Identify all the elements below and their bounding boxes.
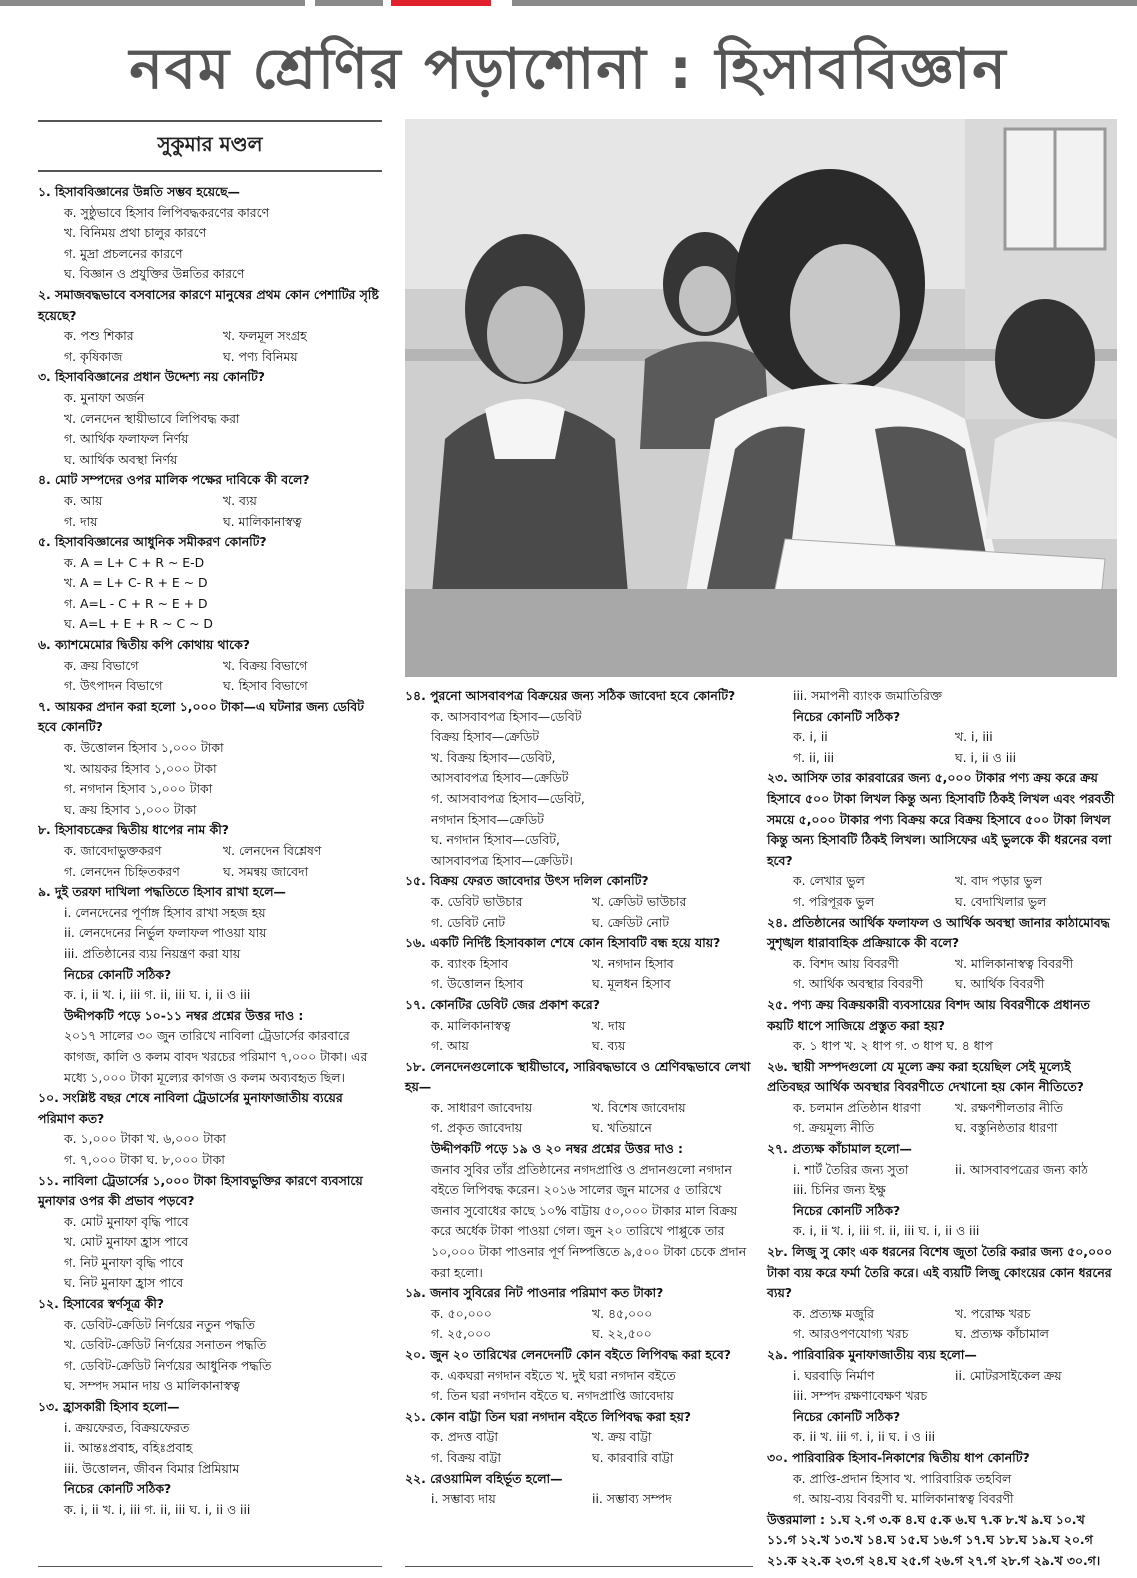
question: ২৬. স্থায়ী সম্পদগুলো যে মূল্যে ক্রয় করা হয়েছিল সেই মূল্যেই প্রতিবছর আর্থিক অবস্থার বিবরণীতে দেখানো হয় কোন নীতিতে?	[767, 1058, 1084, 1095]
option-row	[405, 1098, 753, 1119]
option-right: ঘ. প্রত্যক্ষ কাঁচামাল	[955, 1326, 1049, 1342]
option-row	[405, 892, 753, 913]
instruction: নিচের কোনটি সঠিক?	[793, 708, 901, 724]
option-right: খ. পরোক্ষ খরচ	[955, 1305, 1031, 1321]
question: ৬. ক্যাশমেমোর দ্বিতীয় কপি কোথায় থাকে?	[38, 637, 250, 653]
option-right: খ. নগদান হিসাব	[592, 955, 674, 971]
question: ৫. হিসাববিজ্ঞানের আধুনিক সমীকরণ কোনটি?	[38, 534, 267, 550]
option-left: ক. ব্যাংক হিসাব	[431, 955, 509, 971]
option-right: ঘ. বেদাখিলার ভুল	[955, 893, 1047, 909]
option-left: i. ঘরবাড়ি নির্মাণ	[793, 1367, 875, 1383]
option-right: খ. ফলমূল সংগ্রহ	[223, 328, 307, 344]
option-right: খ. ক্রয় বাট্টা	[592, 1429, 652, 1445]
option-row	[405, 1304, 753, 1325]
option: ক. i, ii খ. i, iii গ. ii, iii ঘ. i, ii ও iii	[793, 1223, 980, 1239]
option: ঘ. নগদান হিসাব—ডেবিট,	[431, 832, 560, 848]
question: ২১. কোন বাট্টা তিন ঘরা নগদান বইতে লিপিবদ্ধ করা হয়?	[405, 1408, 691, 1424]
option: আসবাবপত্র হিসাব—ক্রেডিট	[431, 770, 569, 786]
option-right: ঘ. খতিয়ানে	[592, 1120, 652, 1136]
question: ৩০. পারিবারিক হিসাব-নিকাশের দ্বিতীয় ধাপ কোনটি?	[767, 1449, 1030, 1465]
option-row	[767, 974, 1117, 995]
question: ১৮. লেনদেনগুলোকে স্থায়ীভাবে, সারিবদ্ধভাবে ও শ্রেণিবদ্ধভাবে লেখা হয়—	[405, 1058, 751, 1095]
option: খ. মোট মুনাফা হ্রাস পাবে	[64, 1234, 189, 1250]
option-left: গ. আর্থিক অবস্থার বিবরণী	[793, 976, 923, 992]
questions-column-1	[38, 182, 382, 1521]
bottom-rule-2	[405, 1566, 753, 1567]
option-right: ঘ. কারবারি বাট্টা	[592, 1449, 674, 1465]
author-rule-top	[38, 120, 382, 122]
question: ৭. আয়কর প্রদান করা হলো ১,০০০ টাকা—এ ঘটনার জন্য ডেবিট হবে কোনটি?	[38, 698, 364, 735]
option: ক. i, ii খ. i, iii গ. ii, iii ঘ. i, ii ও iii	[64, 987, 251, 1003]
top-bar-mid	[315, 0, 383, 6]
option: গ. ৭,০০০ টাকা ঘ. ৮,০০০ টাকা	[64, 1151, 225, 1167]
option-left: গ. আরওপণযোগ্য খরচ	[793, 1326, 909, 1342]
option: নগদান হিসাব—ক্রেডিট	[431, 811, 544, 827]
option-left: গ. ii, iii	[793, 749, 835, 765]
option-right: খ. মালিকানাস্বত্ব বিবরণী	[955, 955, 1073, 971]
option: গ. আসবাবপত্র হিসাব—ডেবিট,	[431, 790, 585, 806]
option: ক. মুনাফা অর্জন	[64, 389, 145, 405]
option-left: গ. ক্রয়মূল্য নীতি	[793, 1120, 875, 1136]
option: গ. নগদান হিসাব ১,০০০ টাকা	[64, 781, 213, 797]
question: ১১. নাবিলা ট্রেডার্সের ১,০০০ টাকা হিসাবভুক্তির কারণে ব্যবসায়ে মুনাফার ওপর কী প্রভাব পড়বে?	[38, 1172, 363, 1209]
option-row	[405, 1448, 753, 1469]
option: খ. লেনদেন স্থায়ীভাবে লিপিবদ্ধ করা	[64, 410, 240, 426]
option: ক. ১,০০০ টাকা খ. ৬,০০০ টাকা	[64, 1131, 226, 1147]
option-right: ঘ. পণ্য বিনিময়	[223, 348, 298, 364]
question: ৩. হিসাববিজ্ঞানের প্রধান উদ্দেশ্য নয় কোনটি?	[38, 369, 265, 385]
author-rule-bottom	[38, 170, 382, 172]
option-left: গ. উৎপাদন বিভাগে	[64, 678, 163, 694]
option-row	[767, 1118, 1117, 1139]
question: ২. সমাজবদ্ধভাবে বসবাসের কারণে মানুষের প্রথম কোন পেশাটির সৃষ্টি হয়েছে?	[38, 286, 379, 323]
option-right: খ. দায়	[592, 1017, 626, 1033]
option: খ. বিক্রয় হিসাব—ডেবিট,	[431, 749, 556, 765]
option: খ. আয়কর হিসাব ১,০০০ টাকা	[64, 760, 217, 776]
question: ১০. সংশ্লিষ্ট বছর শেষে নাবিলা ট্রেডার্সের মুনাফাজাতীয় ব্যয়ের পরিমাণ কত?	[38, 1090, 343, 1126]
option: ঘ. বিজ্ঞান ও প্রযুক্তির উন্নতির কারণে	[64, 266, 245, 282]
option-right: খ. ক্রেডিট ভাউচার	[592, 893, 687, 909]
option-right: ঘ. ২২,৫০০	[592, 1326, 652, 1342]
students-photo	[405, 119, 1117, 677]
option-left: ক. লেখার ভুল	[793, 873, 865, 889]
option: ii. আন্তঃপ্রবাহ, বহিঃপ্রবাহ	[64, 1440, 193, 1456]
question: ২৫. পণ্য ক্রয় বিক্রয়কারী ব্যবসায়ের বিশদ আয় বিবরণীকে প্রধানত কয়টি ধাপে সাজিয়ে প্রস্তুত করা হয়?	[767, 996, 1090, 1033]
option: iii. চিনির জন্য ইক্ষু	[793, 1182, 886, 1198]
option-left: ক. পশু শিকার	[64, 328, 134, 344]
option-row	[767, 871, 1117, 892]
option-row	[767, 1160, 1117, 1181]
option: গ. মুদ্রা প্রচলনের কারণে	[64, 245, 183, 261]
instruction: উদ্দীপকটি পড়ে ১০-১১ নম্বর প্রশ্নের উত্তর দাও :	[64, 1007, 304, 1023]
option-left: ক. ৫০,০০০	[431, 1305, 492, 1321]
top-bar-right	[512, 0, 1137, 6]
question: ১৬. একটি নির্দিষ্ট হিসাবকাল শেষে কোন হিসাবটি বন্ধ হয়ে যায়?	[405, 935, 721, 951]
question: ২৭. প্রত্যক্ষ কাঁচামাল হলো—	[767, 1141, 912, 1157]
option-left: গ. কৃষিকাজ	[64, 348, 123, 364]
question: ১. হিসাববিজ্ঞানের উন্নতি সম্ভব হয়েছে—	[38, 184, 240, 199]
question: ২৯. পারিবারিক মুনাফাজাতীয় ব্যয় হলো—	[767, 1347, 977, 1362]
option: ক. ১ ধাপ খ. ২ ধাপ গ. ৩ ধাপ ঘ. ৪ ধাপ	[793, 1038, 993, 1054]
option-left: ক. i, ii	[793, 729, 828, 745]
option: গ. ডেবিট-ক্রেডিট নির্ণয়ের আধুনিক পদ্ধতি	[64, 1357, 272, 1373]
option-row	[767, 1098, 1117, 1119]
option: ঘ. নিট মুনাফা হ্রাস পাবে	[64, 1275, 184, 1291]
option-left: ক. আয়	[64, 492, 103, 508]
option-right: ii. সম্ভাব্য সম্পদ	[592, 1491, 672, 1507]
option-right: খ. ৪৫,০০০	[592, 1305, 653, 1321]
option: ক. ii খ. iii গ. i, ii ঘ. i ও iii	[793, 1429, 936, 1445]
option-left: i. সম্ভাব্য দায়	[431, 1491, 496, 1507]
option-row	[405, 1036, 753, 1057]
option-row	[405, 1489, 753, 1510]
option-row	[767, 954, 1117, 975]
option-right: খ. i, iii	[955, 729, 993, 745]
instruction: নিচের কোনটি সঠিক?	[64, 1481, 172, 1497]
question: ২৩. আসিফ তার কারবারের জন্য ৫,০০০ টাকার পণ্য ক্রয় করে ক্রয় হিসাবে ৫০০ টাকা লিখল কিন্তু অন্য হিসাবটি ঠিকই লিখল এবং পরবর্তী সময়ে ৫,০০০ টাকার পণ্য বিক্রয় করে বিক্রয় হিসাবে ৫০০ টাকা লিখল কিন্তু অন্য হিসাবটি ঠিকই লিখল। আসিফের এই ভুলকে কী ধরনের বলা হবে?	[767, 770, 1115, 868]
classroom-photo-illustration	[405, 119, 1117, 677]
option: iii. সমাপনী ব্যাংক জমাতিরিক্ত	[793, 688, 942, 703]
option-left: ক. চলমান প্রতিষ্ঠান ধারণা	[793, 1099, 921, 1115]
answer-key: উত্তরমালা : ১.ঘ ২.গ ৩.ক ৪.ঘ ৫.ক ৬.ঘ ৭.ক ৮.খ ৯.ঘ ১০.খ ১১.গ ১২.খ ১৩.খ ১৪.ঘ ১৫.ঘ ১৬.গ ১৭.ঘ ১৮.ঘ ১৯.ঘ ২০.গ ২১.ক ২২.ক ২৩.গ ২৪.ঘ ২৫.গ ২৬.গ ২৭.গ ২৮.গ ২৯.খ ৩০.গ।	[767, 1511, 1101, 1568]
option-left: ক. প্রদত্ত বাট্টা	[431, 1429, 499, 1445]
option: ঘ. ক্রয় হিসাব ১,০০০ টাকা	[64, 801, 197, 817]
option: iii. সম্পদ রক্ষণাবেক্ষণ খরচ	[793, 1388, 928, 1404]
question: ১৭. কোনটির ডেবিট জের প্রকাশ করে?	[405, 996, 600, 1012]
bottom-rule-1	[38, 1566, 382, 1567]
option-right: ঘ. মূলধন হিসাব	[592, 976, 671, 992]
option-left: গ. ২৫,০০০	[431, 1326, 492, 1342]
option-right: খ. বিক্রয় বিভাগে	[223, 657, 308, 673]
option-right: ঘ. ক্রেডিট নোট	[592, 914, 670, 930]
question: ২৪. প্রতিষ্ঠানের আর্থিক ফলাফল ও আর্থিক অবস্থা জানার কাঠামোবদ্ধ সুশৃঙ্খল ধারাবাহিক প্রক্রিয়াকে কী বলে?	[767, 914, 1110, 951]
option-right: ঘ. হিসাব বিভাগে	[223, 678, 308, 694]
option-row	[405, 913, 753, 934]
option-left: গ. ডেবিট নোট	[431, 914, 506, 930]
option-row	[405, 1324, 753, 1345]
option: আসবাবপত্র হিসাব—ক্রেডিট।	[431, 852, 573, 868]
option-row	[767, 1366, 1117, 1387]
option-right: ii. মোটরসাইকেল ক্রয়	[955, 1367, 1062, 1383]
option-row	[767, 1304, 1117, 1325]
option-right: ঘ. ব্যয়	[592, 1038, 626, 1054]
instruction: নিচের কোনটি সঠিক?	[793, 1202, 901, 1218]
option: গ. আয়-ব্যয় বিবরণী ঘ. মালিকানাস্বত্ব বিবরণী	[793, 1491, 1014, 1507]
option-left: গ. আয়	[431, 1038, 469, 1054]
option-left: গ. দায়	[64, 513, 98, 529]
option: iii. প্রতিষ্ঠানের ব্যয় নিয়ন্ত্রণ করা যায়	[64, 945, 241, 961]
option-left: ক. ক্রয় বিভাগে	[64, 657, 139, 673]
option-right: ii. আসবাবপত্রের জন্য কাঠ	[955, 1161, 1088, 1177]
option-right: ঘ. আর্থিক বিবরণী	[955, 976, 1045, 992]
option: ক. A = L+ C + R ~ E-D	[64, 554, 205, 570]
option-right: খ. লেনদেন বিশ্লেষণ	[223, 843, 322, 858]
option-right: ঘ. মালিকানাস্বত্ব	[223, 513, 302, 529]
option: ঘ. A=L + E + R ~ C ~ D	[64, 616, 213, 632]
option: i. লেনদেনের পূর্ণাঙ্গ হিসাব রাখা সহজ হয়	[64, 904, 266, 920]
question: ২০. জুন ২০ তারিখের লেনদেনটি কোন বইতে লিপিবদ্ধ করা হবে?	[405, 1347, 731, 1362]
option-row	[38, 841, 382, 862]
option-row	[767, 1324, 1117, 1345]
option: গ. A=L - C + R ~ E + D	[64, 595, 208, 611]
option-right: ঘ. বস্তুনিষ্ঠতার ধারণা	[955, 1120, 1058, 1136]
option-row	[767, 892, 1117, 913]
option-row	[405, 974, 753, 995]
top-bar-accent	[391, 0, 491, 6]
option: গ. নিট মুনাফা বৃদ্ধি পাবে	[64, 1254, 184, 1270]
question: ২৮. লিজু সু কোং এক ধরনের বিশেষ জুতা তৈরি করার জন্য ৫০,০০০ টাকা ব্যয় করে ফর্মা তৈরি করে। এই ব্যয়টি লিজু কোংয়ের কোন ধরনের ব্যয়?	[767, 1244, 1113, 1301]
option: ক. সুষ্ঠুভাবে হিসাব লিপিবদ্ধকরণের কারণে	[64, 204, 270, 220]
option: গ. তিন ঘরা নগদান বইতে ঘ. নগদপ্রাপ্তি জাবেদায়	[431, 1388, 674, 1404]
instruction: উদ্দীপকটি পড়ে ১৯ ও ২০ নম্বর প্রশ্নের উত্তর দাও :	[431, 1141, 683, 1157]
option-left: গ. পরিপূরক ভুল	[793, 893, 875, 909]
option: ii. লেনদেনের নির্ভুল ফলাফল পাওয়া যায়	[64, 925, 267, 941]
option-left: গ. প্রকৃত জাবেদায়	[431, 1120, 523, 1136]
option: ঘ. আর্থিক অবস্থা নির্ণয়	[64, 451, 178, 467]
option-row	[405, 1016, 753, 1037]
question: ১৩. হ্রাসকারী হিসাব হলো—	[38, 1399, 180, 1415]
stimulus-passage: ২০১৭ সালের ৩০ জুন তারিখে নাবিলা ট্রেডার্সের কারবারে কাগজ, কালি ও কলম বাবদ খরচের পরিমাণ ৭,০০০ টাকা। এর মধ্যে ১,০০০ টাকা মূল্যের কাগজ ও কলম অব্যবহৃত ছিল।	[64, 1028, 368, 1085]
option-left: গ. লেনদেন চিহ্নিতকরণ	[64, 863, 180, 879]
instruction: নিচের কোনটি সঠিক?	[64, 966, 172, 982]
option: ক. প্রাপ্তি-প্রদান হিসাব খ. পারিবারিক তহবিল	[793, 1470, 1012, 1486]
option: ক. মোট মুনাফা বৃদ্ধি পাবে	[64, 1213, 189, 1229]
option: ক. i, ii খ. i, iii গ. ii, iii ঘ. i, ii ও iii	[64, 1502, 251, 1517]
question: ১৪. পুরনো আসবাবপত্র বিক্রয়ের জন্য সঠিক জাবেদা হবে কোনটি?	[405, 688, 736, 703]
question: ৮. হিসাবচক্রের দ্বিতীয় ধাপের নাম কী?	[38, 822, 229, 838]
option: ক. ডেবিট-ক্রেডিট নির্ণয়ের নতুন পদ্ধতি	[64, 1316, 255, 1332]
option-left: গ. উত্তোলন হিসাব	[431, 976, 524, 992]
option-row	[405, 954, 753, 975]
option-row	[767, 727, 1117, 748]
option-row	[38, 347, 382, 368]
option: ক. আসবাবপত্র হিসাব—ডেবিট	[431, 708, 582, 724]
option-row	[38, 491, 382, 512]
option-row	[38, 656, 382, 677]
option-right: খ. বাদ পড়ার ভুল	[955, 873, 1043, 889]
option: গ. আর্থিক ফলাফল নির্ণয়	[64, 431, 189, 447]
stimulus-passage: জনাব সুবির তাঁর প্রতিষ্ঠানের নগদপ্রাপ্তি ও প্রদানগুলো নগদান বইতে লিপিবদ্ধ করেন। ২০১৬ সালের জুন মাসের ৫ তারিখে জনাব সুবোধের কাছে ১০% বাট্টায় ৫০,০০০ টাকার মাল বিক্রয় করে অর্ধেক টাকা পাওয়া গেল। জুন ২০ তারিখে পাপ্পুকে তার ১০,০০০ টাকা পাওনার পূর্ণ নিষ্পত্তিতে ৯,৫০০ টাকা চেকে প্রদান করা হলো।	[431, 1161, 747, 1280]
option-right: খ. রক্ষণশীলতার নীতি	[955, 1099, 1063, 1115]
option: ক. উত্তোলন হিসাব ১,০০০ টাকা	[64, 740, 224, 756]
option-left: i. শার্ট তৈরির জন্য সুতা	[793, 1161, 909, 1177]
option-right: ঘ. i, ii ও iii	[955, 749, 1017, 765]
option: খ. A = L+ C- R + E ~ D	[64, 575, 208, 591]
option-left: ক. জাবেদাভুক্তকরণ	[64, 843, 162, 858]
question: ১৫. বিক্রয় ফেরত জাবেদার উৎস দলিল কোনটি?	[405, 873, 649, 889]
questions-column-3	[767, 686, 1117, 1572]
option-right: খ. ব্যয়	[223, 492, 257, 508]
instruction: নিচের কোনটি সঠিক?	[793, 1408, 901, 1424]
option-left: ক. বিশদ আয় বিবরণী	[793, 955, 899, 971]
option-row	[405, 1118, 753, 1139]
option-row	[767, 748, 1117, 769]
option-right: ঘ. সমন্বয় জাবেদা	[223, 863, 309, 879]
option: বিক্রয় হিসাব—ক্রেডিট	[431, 729, 539, 745]
option-left: ক. ডেবিট ভাউচার	[431, 893, 523, 909]
option-row	[38, 326, 382, 347]
option-right: খ. বিশেষ জাবেদায়	[592, 1099, 686, 1115]
option: i. ক্রয়ফেরত, বিক্রয়ফেরত	[64, 1419, 190, 1435]
question: ৯. দুই তরফা দাখিলা পদ্ধতিতে হিসাব রাখা হলে—	[38, 884, 286, 900]
option-left: ক. মালিকানাস্বত্ব	[431, 1017, 511, 1033]
option: খ. বিনিময় প্রথা চালুর কারণে	[64, 225, 207, 241]
question: ২২. রেওয়ামিল বহির্ভূত হলো—	[405, 1470, 563, 1486]
question: ৪. মোট সম্পদের ওপর মালিক পক্ষের দাবিকে কী বলে?	[38, 472, 310, 488]
option-row	[38, 862, 382, 883]
option: ঘ. সম্পদ সমান দায় ও মালিকানাস্বত্ব	[64, 1378, 240, 1394]
author-name: সুকুমার মণ্ডল	[157, 132, 263, 156]
option-left: ক. প্রত্যক্ষ মজুরি	[793, 1305, 874, 1321]
question: ১২. হিসাবের স্বর্ণসূত্র কী?	[38, 1296, 164, 1312]
option: ক. একঘরা নগদান বইতে খ. দুই ঘরা নগদান বইতে	[431, 1367, 676, 1383]
top-bar-left	[0, 0, 305, 6]
option: iii. উত্তোলন, জীবন বিমার প্রিমিয়াম	[64, 1460, 240, 1476]
option-row	[38, 512, 382, 533]
questions-column-2	[405, 686, 753, 1510]
option-row	[405, 1427, 753, 1448]
option-left: ক. সাধারণ জাবেদায়	[431, 1099, 533, 1115]
question: ১৯. জনাব সুবিরের নিট পাওনার পরিমাণ কত টাকা?	[405, 1285, 664, 1301]
option: খ. ডেবিট-ক্রেডিট নির্ণয়ের সনাতন পদ্ধতি	[64, 1337, 267, 1353]
page-title: নবম শ্রেণির পড়াশোনা : হিসাববিজ্ঞান	[129, 37, 1008, 102]
option-row	[38, 676, 382, 697]
option-left: গ. বিক্রয় বাট্টা	[431, 1449, 501, 1465]
